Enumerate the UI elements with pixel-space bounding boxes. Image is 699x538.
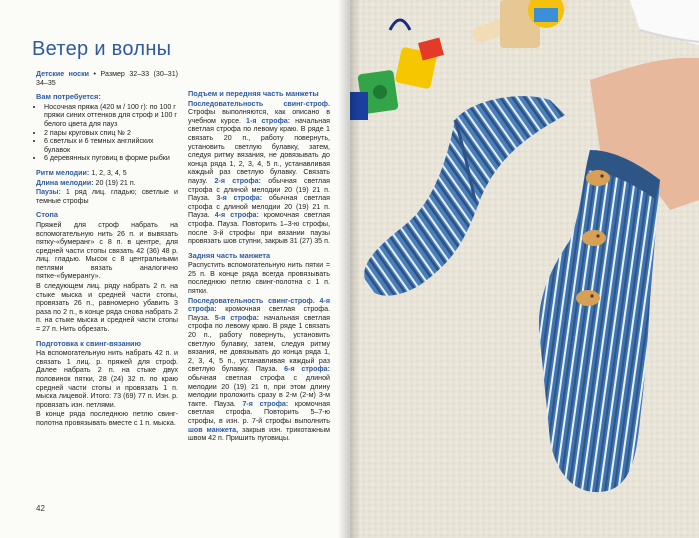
- length-label: Длина мелодии:: [36, 178, 94, 187]
- stanza-4-text: кромочная светлая строфа. Пауза. Повторить 1–3-ю строфы, после 3-й строфы при вязании паузы провязать шов ступни, закрыв 31 (27) 35 п.: [188, 211, 330, 246]
- materials-list: [36, 103, 178, 163]
- stanza-5-text: начальная светлая строфа по левому краю. В ряде 1 связать 20 п., работу повернуть, установить светлую булавку, затем, следуя ритму вязания, не довязывать до конца ряда 1, 2, 3, 4, 5 п., устанавливая каждый раз светлую булавку. Пауза.: [188, 313, 330, 374]
- foot-paragraph-2: В следующем лиц. ряду набрать 2 п. на стыке мыска и средней части стопы, провязать 26 п., равномерно убавить 3 раза по 2 п., в конце ряда снова набрать 2 п. на стыке мыска и средней части стопы = 27 п. Нить обрезать.: [36, 282, 178, 334]
- materials-item: • Носочная пряжа (420 м / 100 г): по 100 г пряжи синих оттенков для строф и 100 г белого цвета для пауз: [44, 103, 178, 129]
- materials-item: • 6 светлых и 6 темных английских булавок: [44, 137, 178, 154]
- stanza-1-label: 1-я строфа:: [246, 116, 291, 125]
- socks-photo: [350, 0, 699, 538]
- stanza-7-text: кромочная светлая строфа. Повторить 5–7-ю строфы, в изн. р. 7-й строфы выполнить: [188, 399, 330, 425]
- stanza-7-label: 7-я строфа:: [242, 399, 289, 408]
- length-value: 20 (19) 21 п.: [93, 178, 136, 187]
- stanza-2-label: 2-я строфа:: [214, 176, 261, 185]
- stanza-1-text: начальная светлая строфа по левому краю. В ряде 1 связать 20 п., работу повернуть, установить светлую булавку, затем, следуя ритму вязания, не довязывать до конца ряда 1, 2, 3, 4, 5 п., устанавливая каждый раз светлую булавку. Связать паузу.: [188, 116, 330, 185]
- rise-seq-label: Последовательность свинг-строф.: [188, 99, 330, 108]
- stanza-3-label: 3-я строфа:: [216, 194, 263, 203]
- rise-paragraph: [188, 100, 330, 246]
- prep-paragraph-2: В конце ряда последнюю петлю свинг-полотна провязывать вместе с 1 п. мыска.: [36, 410, 178, 427]
- right-text-column: [188, 90, 330, 444]
- stanza-6-text: обычная светлая строфа с длиной мелодии 20 (19) 21 п, при этом длину мелодии проложить сразу в 2-м (2-м) 3-м такте. Пауза.: [188, 374, 330, 408]
- length-line: [36, 179, 178, 188]
- rise-seq-text: Строфы выполняются, как описано в учебном курсе.: [188, 108, 330, 125]
- product-name: Детские носки: [36, 70, 90, 78]
- back-seq-text: кромочная светлая строфа. Пауза.: [188, 305, 330, 322]
- rhythm-value: 1, 2, 3, 4, 5: [89, 168, 127, 177]
- left-text-column: [36, 70, 178, 429]
- pauses-line: [36, 188, 178, 205]
- cuff-seam-label: шов манжета,: [188, 425, 239, 434]
- photo-page: [350, 0, 699, 538]
- product-size: • Размер 32–33 (30–31) 34–35: [36, 70, 178, 87]
- materials-heading: Вам потребуется:: [36, 92, 101, 102]
- stanza-2-text: обычная светлая строфа с длиной мелодии 20 (19) 21 п. Пауза.: [188, 176, 330, 203]
- stanza-5-label: 5-я строфа:: [214, 313, 259, 322]
- prep-heading: Подготовка к свинг-вязанию: [36, 338, 141, 348]
- product-line: [36, 70, 178, 87]
- pauses-value: 1 ряд лиц. гладью; светлые и темные строфы: [36, 188, 178, 205]
- stanza-6-label: 6-я строфа:: [284, 365, 330, 374]
- foot-paragraph-1: Пряжей для строф набрать на вспомогательную нить 26 п. и вывязать пятку-«бумеранг» с 8 п. в центре, для средней части стопы связать 42 (36) 48 р. лиц. гладью. Мысок с 8 центральными петлями вязать аналогично пятке-«бумерангу».: [36, 220, 178, 281]
- cuff-seam-text: закрыв изн. трикотажным швом 42 п. Пришить пуговицы.: [188, 425, 331, 443]
- back-heading: Задняя часть манжета: [188, 250, 271, 260]
- back-seq-label: Последовательность свинг-строф. 4-я строфа:: [188, 296, 330, 314]
- rise-heading: Подъем и передняя часть манжеты: [188, 89, 319, 98]
- stanza-4-label: 4-я строфа:: [214, 211, 259, 220]
- page-number: 42: [36, 504, 45, 513]
- materials-item: • 6 деревянных пуговиц в форме рыбки: [44, 154, 178, 163]
- page-title: Ветер и волны: [32, 38, 172, 60]
- rhythm-line: [36, 169, 178, 178]
- back-paragraph-1: Распустить вспомогательную нить пятки = 25 п. В конце ряда всегда провязывать последнюю петлю свинг-полотна с 1 п. пятки.: [188, 261, 330, 296]
- back-paragraph-2: [188, 297, 330, 443]
- stanza-3-text: обычная светлая строфа с длиной мелодии 20 (19) 21 п. Пауза.: [188, 194, 330, 220]
- foot-heading: Стопа: [36, 210, 58, 220]
- prep-paragraph-1: На вспомогательную нить набрать 42 п. и связать 1 лиц. р. пряжей для строф. Далее набрать 2 п. на стыке двух половинок пятки, 28 (24) 32 п. по краю средней части стопы и провязать 1 п. мыска лицевой. Итого: 73 (69) 77 п. Изн. р. провязать изн. петлями.: [36, 349, 178, 409]
- rhythm-label: Ритм мелодии:: [36, 168, 90, 177]
- materials-item: • 2 пары круговых спиц № 2: [44, 129, 178, 138]
- pauses-label: Паузы:: [36, 188, 61, 197]
